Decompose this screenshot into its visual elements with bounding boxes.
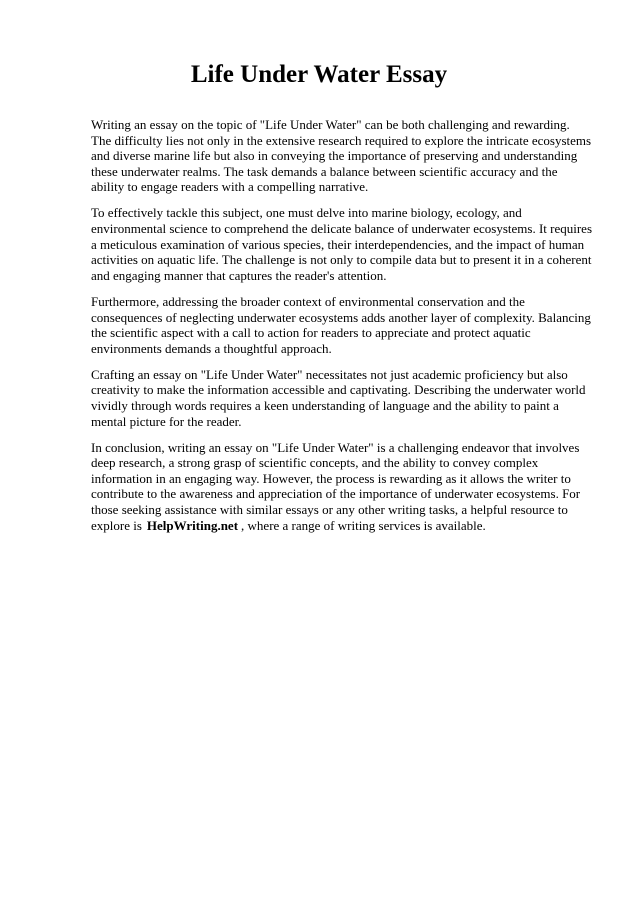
paragraph-2: To effectively tackle this subject, one must delve into marine biology, ecology, and environmental science to comprehend the delicate balance of underwater ecosystems. It requires a meticulous examination of various species, their interdependencies, and the impact of human activities on aquatic life. The challenge is not only to compile data but to present it in a coherent and engaging manner that captures the reader's attention. (91, 205, 593, 283)
helpwriting-link[interactable]: HelpWriting.net (146, 517, 239, 533)
paragraph-4: Crafting an essay on "Life Under Water" necessitates not just academic proficiency but also creativity to make the information accessible and captivating. Describing the underwater world vividly through words requires a keen understanding of language and the ability to paint a mental picture for the reader. (91, 366, 586, 429)
paragraph-3: Furthermore, addressing the broader context of environmental conservation and the consequences of neglecting underwater ecosystems adds another layer of complexity. Balancing the scientific aspect with a call to action for readers to appreciate and protect aquatic environments demands a thoughtful approach. (91, 293, 591, 356)
paragraph-1: Writing an essay on the topic of "Life Under Water" can be both challenging and rewarding. The difficulty lies not only in the extensive research required to explore the intricate ecosystems and diverse marine life but also in conveying the importance of preserving and understanding these underwater realms. The task demands a balance between scientific accuracy and the ability to engage readers with a compelling narrative. (91, 117, 592, 195)
paragraph-5-text: In conclusion, writing an essay on "Life Under Water" is a challenging endeavor that involves deep research, a strong grasp of scientific concepts, and the ability to convey complex information in an engaging way. However, the process is rewarding as it allows the writer to contribute to the awareness and appreciation of the importance of underwater ecosystems. For those seeking assistance with similar essays or any other writing tasks, a helpful resource to explore is (91, 439, 581, 533)
document-title: Life Under Water Essay (190, 61, 448, 88)
paragraph-5 (91, 440, 593, 534)
paragraph-5-text-end: , where a range of writing services is available. (241, 517, 486, 533)
document-body (91, 117, 593, 544)
